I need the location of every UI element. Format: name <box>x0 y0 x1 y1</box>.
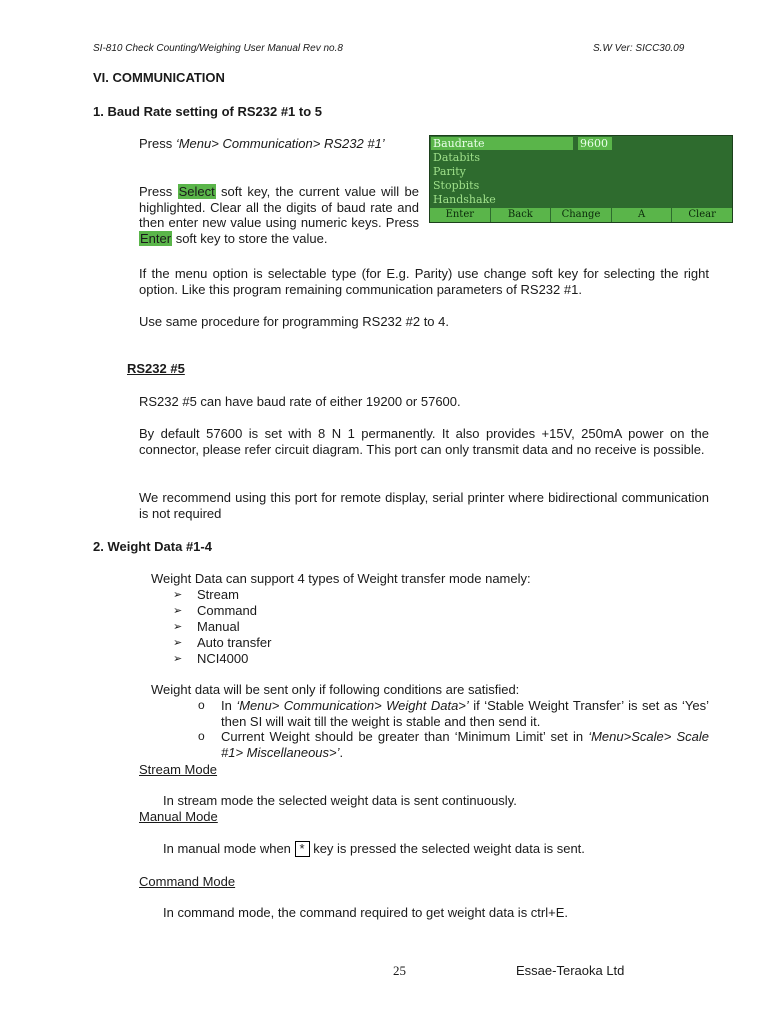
list-item: ➢ Command <box>173 603 271 619</box>
selectable-option-paragraph: If the menu option is selectable type (for E.g. Parity) use change soft key for selecting the right option. Like this program remaining communication parameters of RS232 #1. <box>139 266 709 297</box>
lcd-display <box>429 135 733 223</box>
cond-text: if ‘Stable Weight Transfer’ is set as ‘Yes’ then SI will wait till the weight is stable and then send it. <box>221 698 709 729</box>
list-item: ➢ NCI4000 <box>173 651 271 667</box>
cond-text: In <box>221 698 237 713</box>
lcd-change-softkey: Change <box>550 208 611 222</box>
press-menu-path-paragraph <box>139 136 395 152</box>
section-title: VI. COMMUNICATION <box>93 70 225 85</box>
para-text: soft key, the current value will be highlighted. Clear all the digits of baud rate and then enter new value using numeric keys. Press <box>139 184 419 230</box>
lcd-row-baudrate: Baudrate <box>433 137 485 150</box>
manual-mode-title: Manual Mode <box>139 809 218 824</box>
cond-text: Current Weight should be greater than ‘Minimum Limit’ set in <box>221 729 589 744</box>
rs232-5-heading: RS232 #5 <box>127 361 185 376</box>
weight-data-heading: 2. Weight Data #1-4 <box>93 539 212 554</box>
cond-text: . <box>339 744 344 760</box>
conditions-intro: Weight data will be sent only if following conditions are satisfied: <box>151 682 520 697</box>
page-number: 25 <box>393 963 406 978</box>
lcd-row-stopbits: Stopbits <box>433 179 480 192</box>
header-software-version: S.W Ver: SICC30.09 <box>593 43 685 54</box>
lcd-enter-softkey: Enter <box>430 208 490 222</box>
rs232-5-recommend-paragraph: We recommend using this port for remote display, serial printer where bidirectional communication is not required <box>139 490 709 521</box>
lcd-row-handshake: Handshake <box>433 193 496 206</box>
lcd-row-parity: Parity <box>433 165 466 178</box>
baud-rate-heading: 1. Baud Rate setting of RS232 #1 to 5 <box>93 104 323 119</box>
lcd-a-softkey: A <box>611 208 672 222</box>
manual-text: key is pressed the selected weight data is sent. <box>309 841 585 856</box>
press-prefix: Press <box>139 136 176 151</box>
stream-mode-title: Stream Mode <box>139 762 218 777</box>
enter-key-label: Enter <box>140 230 172 246</box>
rs232-5-default-paragraph: By default 57600 is set with 8 N 1 permanently. It also provides +15V, 250mA power on the connector, please refer circuit diagram. This port can only transmit data and no receive is possible. <box>139 426 709 457</box>
conditions-list <box>198 698 709 760</box>
manual-mode-text <box>163 841 585 857</box>
list-item: ➢ Stream <box>173 587 271 603</box>
lcd-baudrate-value: 9600 <box>580 137 608 150</box>
header-manual-title: SI-810 Check Counting/Weighing User Manual Rev no.8 <box>93 43 343 54</box>
select-key-label: Select <box>178 184 215 199</box>
cond-menu-path: ‘Menu>Scale> Scale #1> Miscellaneous>’ <box>221 729 709 760</box>
lcd-back-softkey: Back <box>490 208 551 222</box>
cond-menu-path: ‘Menu> Communication> Weight Data>’ <box>236 698 469 713</box>
command-mode-title: Command Mode <box>139 874 236 889</box>
stream-mode-text: In stream mode the selected weight data is sent continuously. <box>163 793 517 808</box>
rs232-5-baud-paragraph: RS232 #5 can have baud rate of either 19200 or 57600. <box>139 394 461 409</box>
lcd-row-databits: Databits <box>433 151 480 164</box>
list-item: ➢ Manual <box>173 619 271 635</box>
para-text: soft key to store the value. <box>172 230 328 246</box>
footer-company: Essae-Teraoka Ltd <box>516 963 625 978</box>
para-text: Press <box>139 184 178 199</box>
command-mode-text: In command mode, the command required to get weight data is ctrl+E. <box>163 905 569 920</box>
same-procedure-paragraph: Use same procedure for programming RS232 #2 to 4. <box>139 314 449 329</box>
asterisk-key: * <box>295 841 310 857</box>
weight-data-intro: Weight Data can support 4 types of Weight transfer mode namely: <box>151 571 531 586</box>
lcd-clear-softkey: Clear <box>671 208 732 222</box>
manual-text: In manual mode when <box>163 841 295 856</box>
condition-minimum-limit <box>198 729 709 760</box>
list-item: ➢ Auto transfer <box>173 635 271 651</box>
transfer-mode-list <box>173 587 271 667</box>
select-enter-paragraph <box>139 184 419 246</box>
condition-stable-weight <box>198 698 709 729</box>
lcd-baudrate-value-box <box>578 137 612 150</box>
lcd-soft-keys <box>430 208 732 222</box>
menu-path: ‘Menu> Communication> RS232 #1’ <box>175 136 385 151</box>
